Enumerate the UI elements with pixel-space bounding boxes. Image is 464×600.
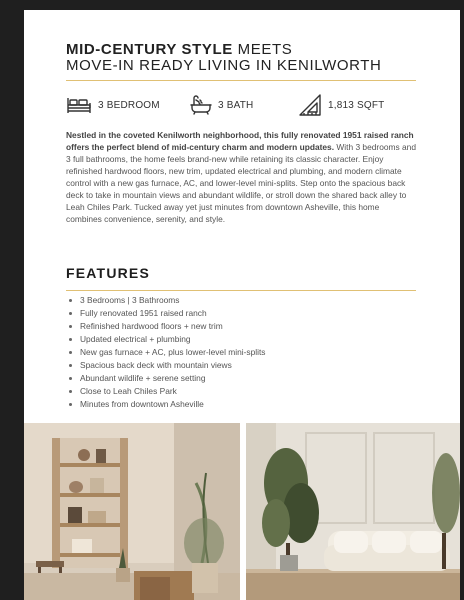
title-rest-text: MEETS <box>232 41 293 58</box>
feature-item: Refinished hardwood floors + new trim <box>66 320 265 333</box>
bed-icon <box>66 95 92 115</box>
stat-bedrooms <box>66 92 160 118</box>
stat-bathrooms-label: 3 BATH <box>218 99 254 111</box>
features-heading: FEATURES <box>66 265 151 281</box>
features-list <box>66 294 265 411</box>
description-paragraph <box>66 129 416 225</box>
feature-item: New gas furnace + AC, plus lower-level mini-splits <box>66 346 265 359</box>
feature-item: Minutes from downtown Asheville <box>66 398 265 411</box>
title-line-2: MOVE-IN READY LIVING IN KENILWORTH <box>66 57 382 74</box>
feature-item: Abundant wildlife + serene setting <box>66 372 265 385</box>
title-bold-text: MID-CENTURY STYLE <box>66 41 233 58</box>
divider-features <box>66 290 416 291</box>
stat-square-feet-label: 1,813 SQFT <box>328 99 385 111</box>
feature-item: Fully renovated 1951 raised ranch <box>66 307 265 320</box>
stat-square-feet <box>298 92 384 118</box>
stat-bedrooms-label: 3 BEDROOM <box>98 99 160 111</box>
feature-item: 3 Bedrooms | 3 Bathrooms <box>66 294 265 307</box>
photo-shelving-interior <box>24 423 240 600</box>
title-line-1 <box>66 42 381 58</box>
stat-bathrooms <box>190 92 253 118</box>
page-title <box>66 42 381 74</box>
divider-top <box>66 80 416 81</box>
feature-item: Spacious back deck with mountain views <box>66 359 265 372</box>
photo-living-room <box>246 423 460 600</box>
description-body: With 3 bedrooms and 3 full bathrooms, the home feels brand-new while retaining its classic character. Enjoy refinished hardwood floors, new trim, updated electrical and plumbing, and modern climate control with a new gas furnace, AC, and lower-level mini-splits. Step onto the spacious back deck to take in mountain views and abundant wildlife, or stroll down the shared back alley to Leah Chiles Park. Tucked away yet just minutes from downtown Asheville, this home combines convenience, serenity, and style. <box>66 142 416 224</box>
set-square-icon <box>298 93 322 117</box>
bathtub-icon <box>190 94 212 116</box>
feature-item: Close to Leah Chiles Park <box>66 385 265 398</box>
brochure-page <box>24 10 460 600</box>
stats-row <box>66 92 416 118</box>
feature-item: Updated electrical + plumbing <box>66 333 265 346</box>
description-lead: Nestled in the coveted Kenilworth neighborhood, this fully renovated 1951 raised ranch offers the perfect blend of mid-century charm and modern updates. <box>66 130 414 152</box>
